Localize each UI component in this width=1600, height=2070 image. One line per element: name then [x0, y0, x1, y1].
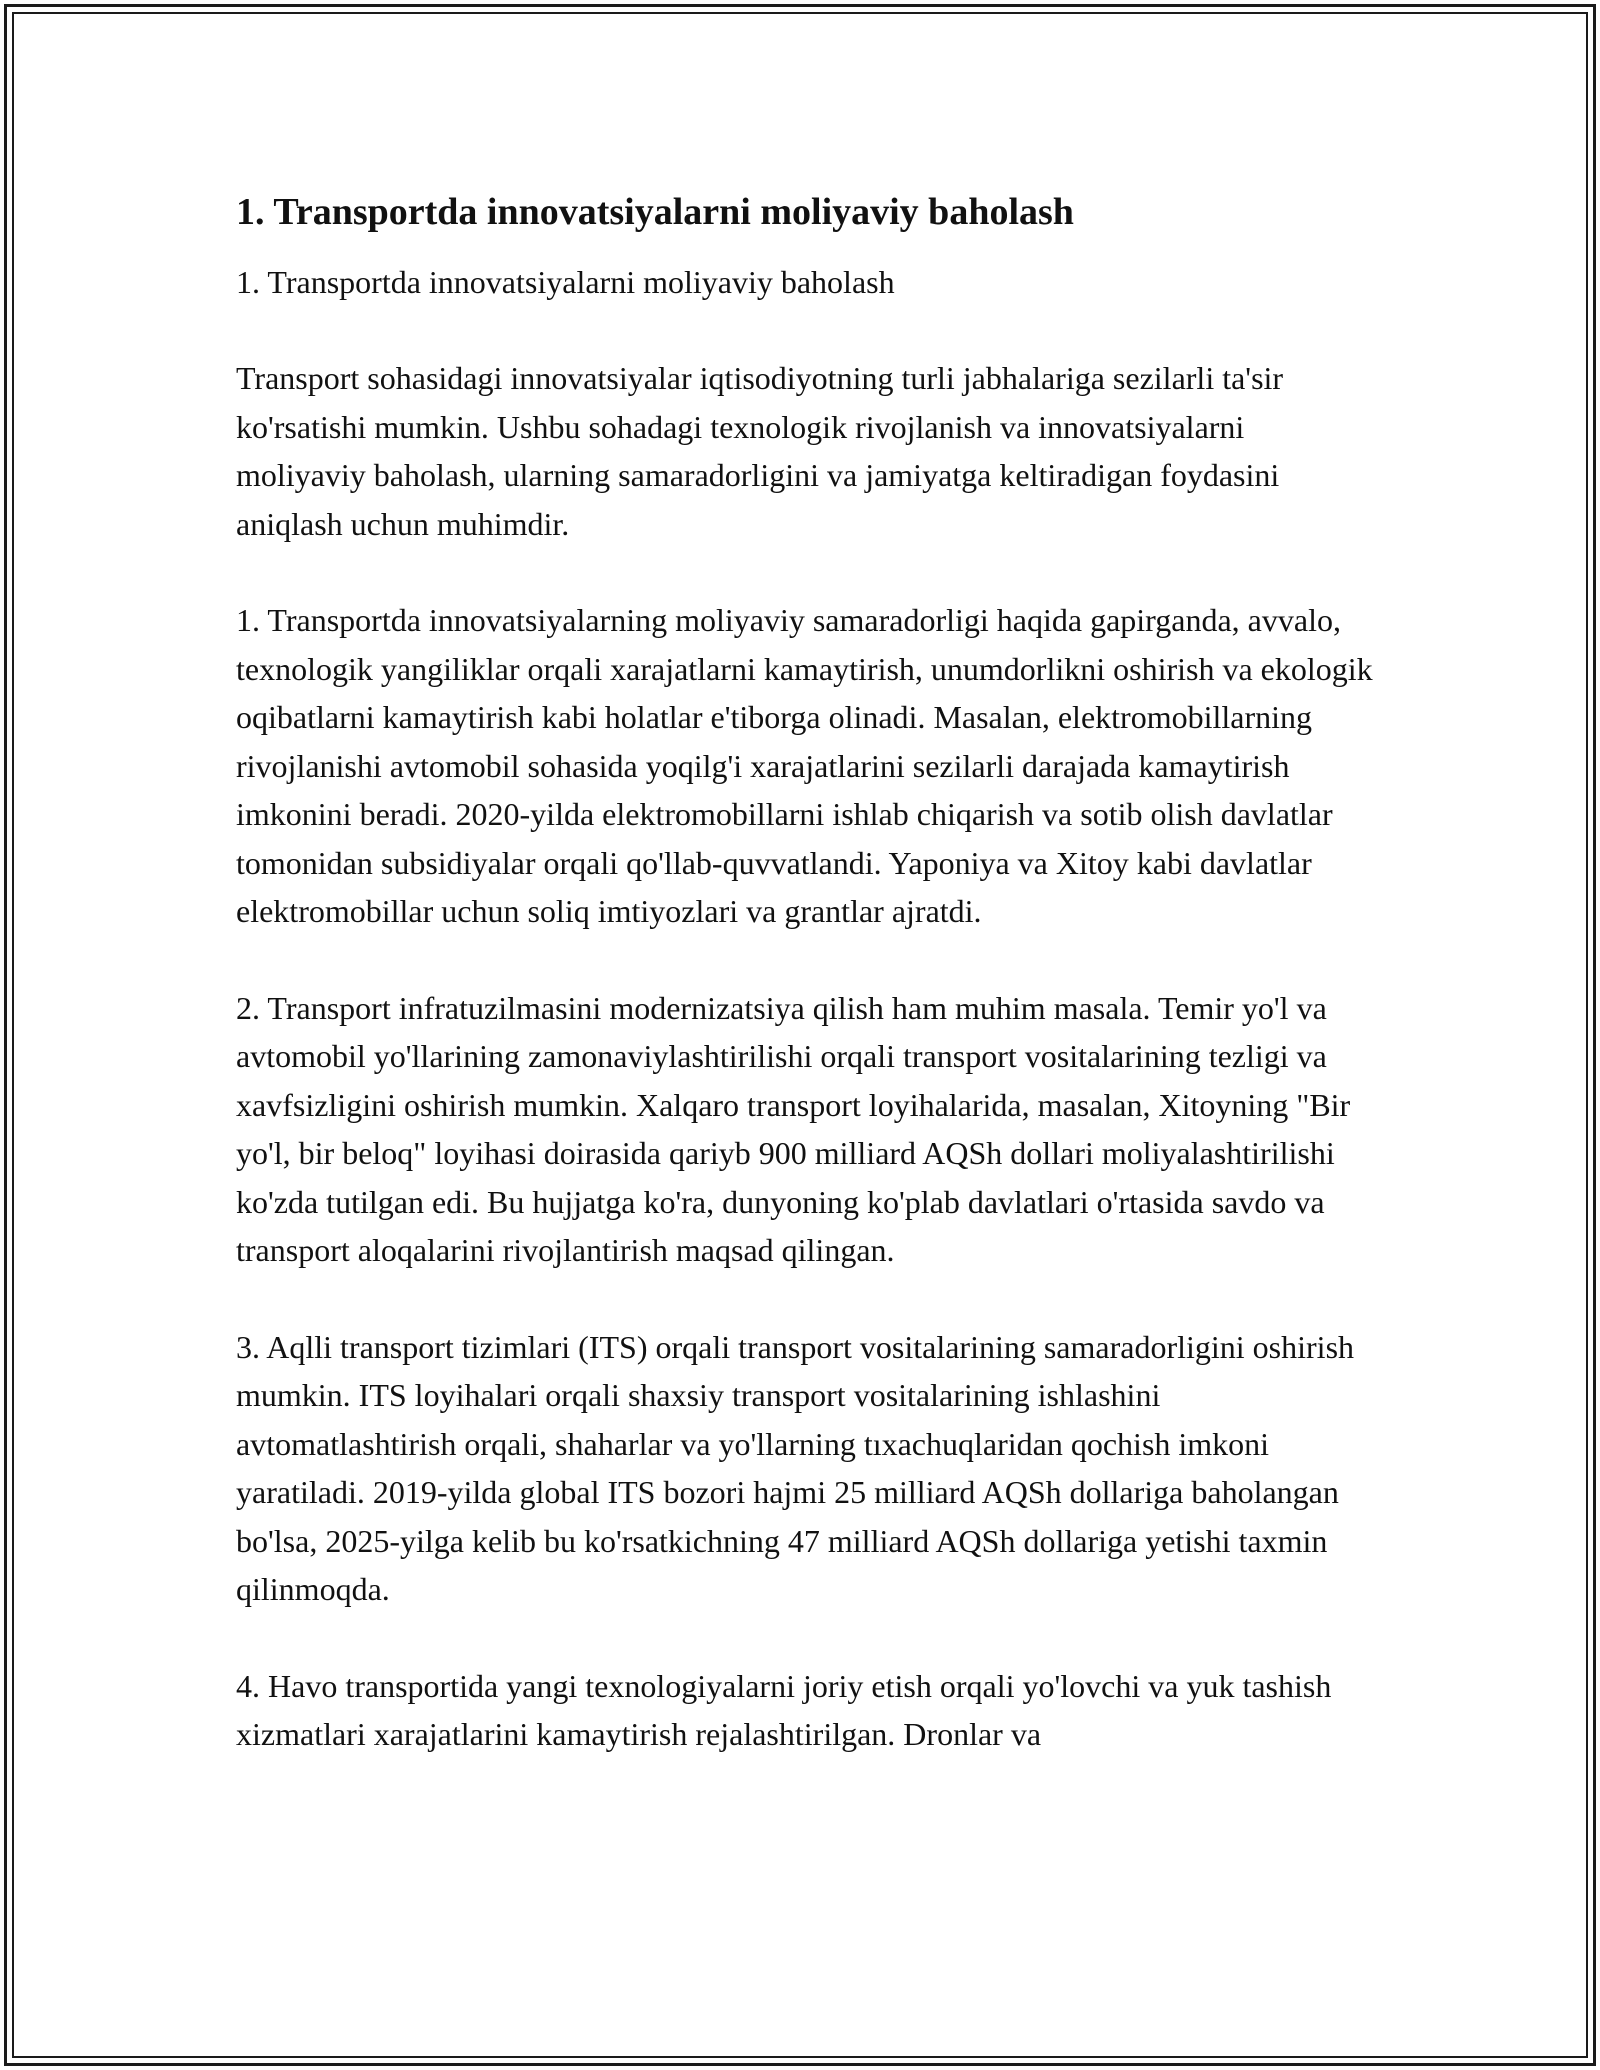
paragraph-2: 2. Transport infratuzilmasini modernizatsiya qilish ham muhim masala. Temir yo'l va avtomobil yo'llarining zamonaviylashtirilishi orqali transport vositalarining tezligi va xavfsizligini oshirish mumkin. Xalqaro transport loyihalarida, masalan, Xitoyning "Bir yo'l, bir beloq" loyihasi doirasida qariyb 900 milliard AQSh dollari moliyalashtirilishi ko'zda tutilgan edi. Bu hujjatga ko'ra, dunyoning ko'plab davlatlari o'rtasida savdo va transport aloqalarini rivojlantirish maqsad qilingan. [236, 989, 1351, 1268]
document-subtitle: 1. Transportda innovatsiyalarni moliyaviy baholash [236, 264, 895, 300]
document-body [236, 186, 1376, 1807]
paragraph-4: 4. Havo transportida yangi texnologiyalarni joriy etish orqali yo'lovchi va yuk tashish xizmatlari xarajatlarini kamaytirish rejalashtirilgan. Dronlar va [236, 1667, 1332, 1752]
paragraph-intro: Transport sohasidagi innovatsiyalar iqtisodiyotning turli jabhalariga sezilarli ta'sir ko'rsatishi mumkin. Ushbu sohadagi texnologik rivojlanish va innovatsiyalarni moliyaviy baholash, ularning samaradorligini va jamiyatga keltiradigan foydasini aniqlash uchun muhimdir. [236, 360, 1284, 542]
document-heading: 1. Transportda innovatsiyalarni moliyaviy baholash [236, 191, 1074, 233]
paragraph-3: 3. Aqlli transport tizimlari (ITS) orqali transport vositalarining samaradorligini oshirish mumkin. ITS loyihalari orqali shaxsiy transport vositalarining ishlashini avtomatlashtirish orqali, shaharlar va yo'llarning tıxachuqlaridan qochish imkoni yaratiladi. 2019-yilda global ITS bozori hajmi 25 milliard AQSh dollariga baholangan bo'lsa, 2025-yilga kelib bu ko'rsatkichning 47 milliard AQSh dollariga yetishi taxmin qilinmoqda. [236, 1328, 1355, 1607]
paragraph-1: 1. Transportda innovatsiyalarning moliyaviy samaradorligi haqida gapirganda, avvalo, texnologik yangiliklar orqali xarajatlarni kamaytirish, unumdorlikni oshirish va ekologik oqibatlarni kamaytirish kabi holatlar e'tiborga olinadi. Masalan, elektromobillarning rivojlanishi avtomobil sohasida yoqilg'i xarajatlarini sezilarli darajada kamaytirish imkonini beradi. 2020-yilda elektromobillarni ishlab chiqarish va sotib olish davlatlar tomonidan subsidiyalar orqali qo'llab-quvvatlandi. Yaponiya va Xitoy kabi davlatlar elektromobillar uchun soliq imtiyozlari va grantlar ajratdi. [236, 602, 1373, 929]
